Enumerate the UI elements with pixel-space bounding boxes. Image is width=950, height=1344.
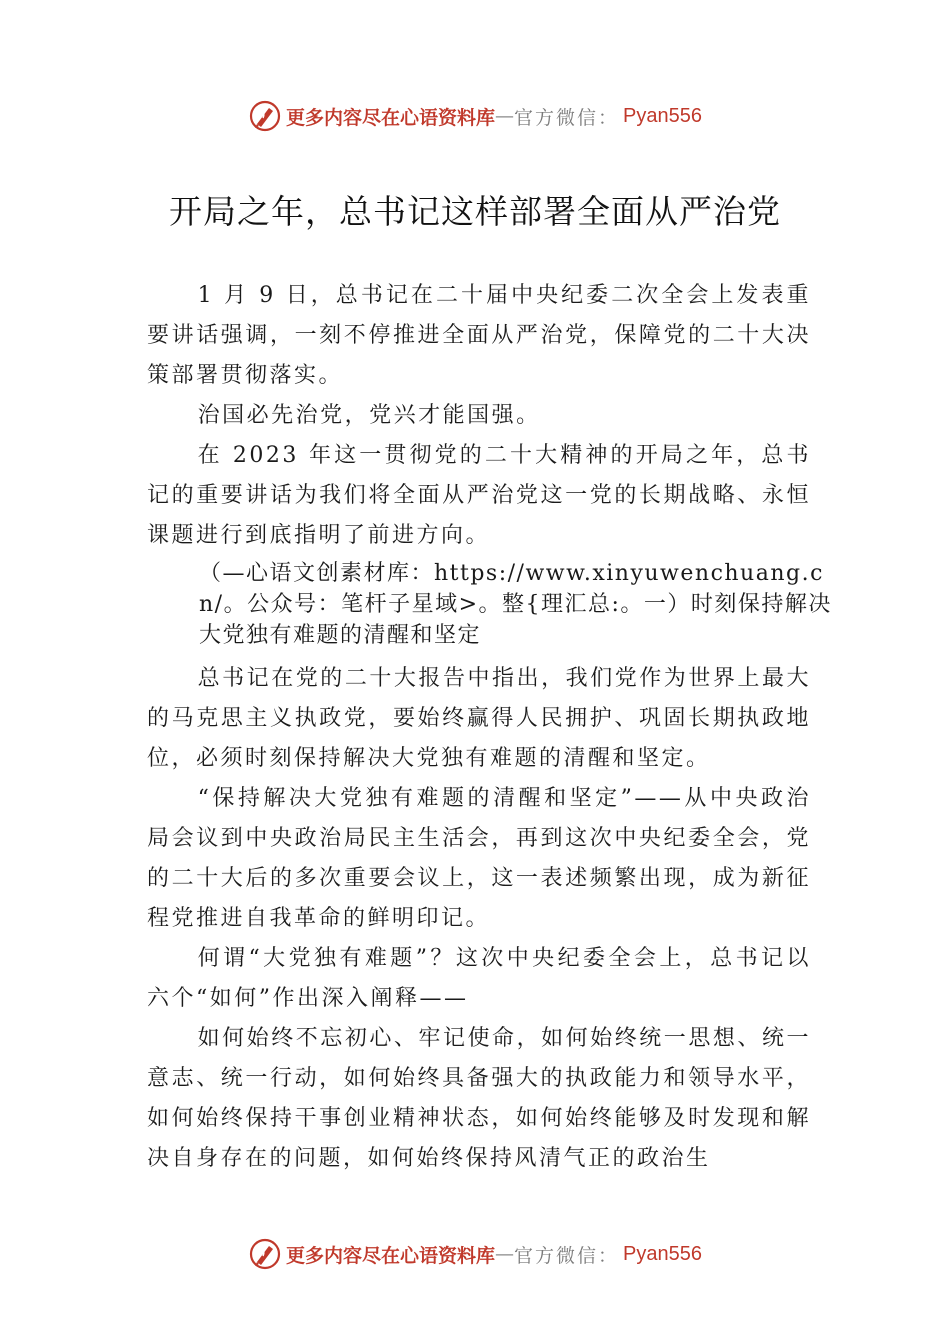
paragraph: 总书记在党的二十大报告中指出，我们党作为世界上最大的马克思主义执政党，要始终赢得人民拥护、巩固长期执政地位，必须时刻保持解决大党独有难题的清醒和坚定。 [147,666,811,771]
paragraph: 如何始终不忘初心、牢记使命，如何始终统一思想、统一意志、统一行动，如何始终具备强大的执政能力和领导水平，如何始终保持干事创业精神状态，如何始终能够及时发现和解决自身存在的问题，如何始终保持风清气正的政治生 [147,1026,811,1171]
banner-wechat-label: 官方微信： [514,106,620,129]
pen-logo-icon [248,99,282,133]
banner-wechat-label: 官方微信： [514,1244,620,1267]
banner-separator: — [495,1243,515,1265]
paragraph: “保持解决大党独有难题的清醒和坚定”——从中央政治局会议到中央政治局民主生活会，再到这次中央纪委全会，党的二十大后的多次重要会议上，这一表述频繁出现，成为新征程党推进自我革命的鲜明印记。 [147,786,811,931]
banner-separator: — [495,105,515,127]
paragraph: 1 月 9 日，总书记在二十届中央纪委二次全会上发表重要讲话强调，一刻不停推进全面从严治党，保障党的二十大决策部署贯彻落实。 [147,283,811,388]
paragraph: 治国必先治党，党兴才能国强。 [197,403,541,428]
paragraph: 何谓“大党独有难题”？这次中央纪委全会上，总书记以六个“如何”作出深入阐释—— [147,946,811,1011]
pen-logo-icon [248,1237,282,1271]
header-banner [0,96,950,136]
banner-site-name: 更多内容尽在心语资料库 [286,106,496,129]
document-title: 开局之年，总书记这样部署全面从严治党 [169,192,781,231]
document-body [147,276,832,1179]
footer-banner [0,1234,950,1274]
paragraph: 在 2023 年这一贯彻党的二十大精神的开局之年，总书记的重要讲话为我们将全面从严治党这一党的长期战略、永恒课题进行到底指明了前进方向。 [147,443,811,548]
banner-site-name: 更多内容尽在心语资料库 [286,1244,496,1267]
banner-wechat-id: Pyan556 [623,104,702,127]
banner-wechat-id: Pyan556 [623,1242,702,1265]
source-note-paragraph: （—心语文创素材库：https://www.xinyuwenchuang.cn/。公众号：笔杆子星域>。整{理汇总:。一）时刻保持解决大党独有难题的清醒和坚定 [199,561,832,648]
